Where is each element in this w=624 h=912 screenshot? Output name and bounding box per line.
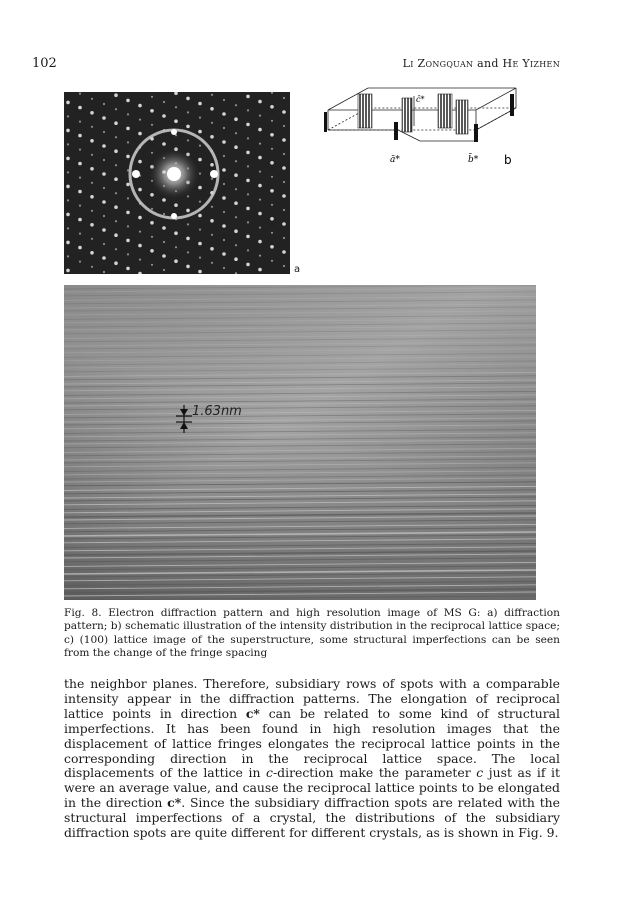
diffraction-spot [151,236,153,238]
diffraction-spot [258,156,262,160]
diffraction-spot [163,269,165,271]
diffraction-spot [283,153,285,155]
diffraction-spot [235,132,237,134]
diffraction-spot [199,257,201,259]
diffraction-spot [282,250,286,254]
diffraction-spot [127,197,129,199]
diffraction-spot [246,179,250,183]
diffraction-spot [234,257,238,261]
author2-last-initial: Y [522,57,530,70]
diffraction-spot [90,167,94,171]
diffraction-spot [270,133,274,137]
diffraction-spot [126,155,130,159]
diffraction-spot [283,209,285,211]
diffraction-spot [186,209,190,213]
diffraction-spot [198,158,202,162]
diffraction-spot [234,173,238,177]
diffraction-spot [90,111,94,115]
body-text-4: just as if it were an average value, and cause the reciprocal lattice points to be elongated in the direction [64,765,560,811]
diffraction-spot [174,119,178,123]
body-text-1: the neighbor planes. Therefore, subsidiary rows of spots with a comparable intensity appear in the diffraction patterns. The elongation of reciprocal lattice points in direction [64,676,560,721]
diffraction-spot [210,107,214,111]
panel-a-label: a [294,264,301,275]
diffraction-spot [127,141,129,143]
diffraction-spot [66,269,70,273]
diffraction-spot [115,220,117,222]
diffraction-spot [127,225,129,227]
diffraction-spot [79,233,81,235]
diffraction-spot [247,193,249,195]
diffraction-spot [66,213,70,217]
diffraction-spot [234,117,238,121]
diffraction-spot [115,164,117,166]
diffraction-spot [223,267,225,269]
diffraction-spot [78,218,82,222]
diffraction-spot [114,93,118,97]
diffraction-spot [66,129,70,133]
diffraction-spot [199,117,201,119]
scale-bar-label: 1.63nm [192,404,242,419]
diffraction-spot [127,253,129,255]
diffraction-spot [283,125,285,127]
diffraction-pattern-svg [64,92,290,274]
diffraction-spot [126,239,130,243]
diffraction-spot [127,113,129,115]
diffraction-spot [114,177,118,181]
ring-spot-top [171,129,177,135]
diffraction-spot [126,211,130,215]
diffraction-spot [174,259,178,263]
diffraction-spot [174,203,178,207]
diffraction-spot [187,139,189,141]
diffraction-spot [91,238,93,240]
diffraction-spot [138,132,142,136]
diffraction-spot [271,120,273,122]
diffraction-spot [211,262,213,264]
diffraction-spot [259,227,261,229]
diffraction-spot [186,97,190,101]
diffraction-spot [258,240,262,244]
page-number: 102 [32,56,57,71]
diffraction-spot [103,159,105,161]
diffraction-spot [246,207,250,211]
diffraction-spot [114,149,118,153]
diffraction-spot [271,148,273,150]
diffraction-spot [115,248,117,250]
diffraction-spot [67,199,69,201]
diffraction-spot [151,208,153,210]
lattice-image-svg [64,285,536,600]
diffraction-spot [66,241,70,245]
diffraction-spot [67,115,69,117]
diffraction-spot [126,267,130,271]
running-head [403,57,560,70]
diffraction-spot [102,228,106,232]
diffraction-spot [139,259,141,261]
diffraction-spot [259,115,261,117]
diffraction-spot [199,145,201,147]
diffraction-spot [162,226,166,230]
diffraction-spot [247,109,249,111]
central-beam [167,167,181,181]
diffraction-spot [222,224,226,228]
and-word: and [477,57,499,70]
diffraction-spot [282,110,286,114]
box-mid-face [328,108,516,130]
author1-last-initial: Z [417,57,426,70]
diffraction-spot [114,233,118,237]
diffraction-spot [222,140,226,144]
diffraction-spot [138,244,142,248]
diffraction-spot [198,130,202,134]
diffraction-spot [126,127,130,131]
author2-last-rest: izhen [529,57,560,70]
diffraction-spot [259,143,261,145]
diffraction-spot [79,177,81,179]
diffraction-spot [235,160,237,162]
diffraction-spot [103,131,105,133]
diffraction-spot [67,143,69,145]
lattice-image [64,285,536,600]
diffraction-spot [150,249,154,253]
diffraction-spot [223,239,225,241]
diffraction-spot [270,161,274,165]
author1-last-rest: ongquan [425,57,474,70]
diffraction-spot [247,249,249,251]
c-italic-2: c [476,765,484,781]
diffraction-spot [234,201,238,205]
diffraction-spot [115,192,117,194]
diffraction-spot [222,168,226,172]
author1-initial: L [402,57,411,70]
diffraction-pattern-image [64,92,290,274]
c-star-1: c* [245,705,260,721]
diffraction-spot [115,136,117,138]
diffraction-spot [90,139,94,143]
diffraction-spot [79,205,81,207]
diffraction-spot [282,194,286,198]
diffraction-spot [247,165,249,167]
diffraction-spot [271,260,273,262]
b-star-label: b̄* [468,155,479,165]
diffraction-spot [163,241,165,243]
diffraction-spot [103,103,105,105]
diffraction-spot [78,190,82,194]
diffraction-spot [222,252,226,256]
diffraction-spot [175,246,177,248]
diffraction-spot [162,114,166,118]
diffraction-spot [258,184,262,188]
diffraction-spot [211,178,213,180]
diffraction-spot [246,235,250,239]
diffraction-spot [103,271,105,273]
diffraction-spot [175,106,177,108]
diffraction-spot [151,124,153,126]
diffraction-spot [259,171,261,173]
diffraction-spot [79,149,81,151]
diffraction-spot [282,166,286,170]
panel-b-label: b [504,153,512,167]
diffraction-spot [210,163,214,167]
diffraction-spot [103,243,105,245]
diffraction-spot [246,123,250,127]
diffraction-spot [91,126,93,128]
diffraction-spot [235,216,237,218]
diffraction-spot [78,106,82,110]
diffraction-spot [223,155,225,157]
diffraction-spot [258,268,262,272]
ring-spot-right [210,170,218,178]
diffraction-spot [282,222,286,226]
diffraction-spot [186,265,190,269]
diffraction-spot [150,193,154,197]
diffraction-spot [211,206,213,208]
diffraction-spot [283,265,285,267]
diffraction-spot [163,101,165,103]
diffraction-spot [102,256,106,260]
diffraction-spot [174,231,178,235]
diffraction-spot [115,108,117,110]
diffraction-spot [138,160,142,164]
diffraction-spot [67,255,69,257]
reciprocal-lattice-schematic [320,86,550,186]
diffraction-spot [234,145,238,149]
author2-initial: H [502,57,513,70]
diffraction-spot [102,172,106,176]
diffraction-spot [258,100,262,104]
diffraction-spot [90,195,94,199]
diffraction-spot [222,112,226,116]
diffraction-spot [211,234,213,236]
diffraction-spot [187,223,189,225]
a-star-label: ā* [390,155,400,165]
diffraction-spot [210,219,214,223]
diffraction-spot [79,261,81,263]
diffraction-spot [223,127,225,129]
diffraction-spot [247,221,249,223]
diffraction-spot [270,189,274,193]
diffraction-spot [102,200,106,204]
diffraction-spot [283,181,285,183]
diffraction-spot [186,125,190,129]
diffraction-spot [198,186,202,190]
diffraction-spot [150,221,154,225]
c-italic-1: c [266,765,273,781]
diffraction-spot [114,261,118,265]
body-paragraph [64,677,560,841]
diffraction-spot [271,232,273,234]
diffraction-spot [162,198,166,202]
diffraction-spot [210,247,214,251]
diffraction-spot [223,99,225,101]
diffraction-spot [246,263,250,267]
diffraction-spot [139,231,141,233]
diffraction-spot [283,237,285,239]
diffraction-spot [91,154,93,156]
c-star-label: c̄* [416,95,425,104]
diffraction-spot [114,121,118,125]
diffraction-spot [198,242,202,246]
diffraction-spot [271,176,273,178]
diffraction-spot [162,254,166,258]
diffraction-spot [258,128,262,132]
diffraction-spot [79,93,81,95]
diffraction-spot [162,142,166,146]
diffraction-spot [90,223,94,227]
diffraction-spot [283,97,285,99]
diffraction-spot [102,116,106,120]
diffraction-spot [103,215,105,217]
diffraction-spot [138,216,142,220]
diffraction-spot [258,212,262,216]
diffraction-spot [199,229,201,231]
diffraction-spot [66,101,70,105]
diffraction-spot [186,237,190,241]
diffraction-spot [103,187,105,189]
diffraction-spot [222,196,226,200]
body-text-3: -direction make the parameter [272,765,477,781]
diffraction-spot [259,199,261,201]
diffraction-spot [246,151,250,155]
diffraction-spot [91,182,93,184]
diffraction-spot [151,96,153,98]
diffraction-spot [246,95,250,99]
diffraction-spot [210,135,214,139]
diffraction-spot [198,102,202,106]
diffraction-spot [126,183,130,187]
diffraction-spot [114,205,118,209]
diffraction-spot [270,105,274,109]
schematic-svg [320,86,550,186]
diffraction-spot [67,171,69,173]
diffraction-spot [91,210,93,212]
diffraction-spot [187,111,189,113]
ring-spot-bottom [171,213,177,219]
diffraction-spot [235,104,237,106]
diffraction-spot [282,138,286,142]
diffraction-spot [198,214,202,218]
diffraction-spot [211,94,213,96]
diffraction-spot [67,227,69,229]
diffraction-spot [235,188,237,190]
diffraction-spot [91,98,93,100]
diffraction-spot [223,183,225,185]
c-star-2: c* [167,795,182,811]
diffraction-spot [66,185,70,189]
diffraction-spot [90,251,94,255]
diffraction-spot [151,264,153,266]
diffraction-spot [102,144,106,148]
diffraction-spot [235,244,237,246]
diffraction-spot [139,119,141,121]
body-text-5: . Since the subsidiary diffraction spots are related with the structural imperfections of a crystal, the distributions of the subsidiary diffraction spots are quite different for different crystals, as is shown in Fig. 9. [64,795,560,841]
author1-rest: i [410,57,414,70]
diffraction-spot [138,188,142,192]
diffraction-spot [199,201,201,203]
diffraction-spot [78,162,82,166]
diffraction-spot [187,251,189,253]
diffraction-spot [163,213,165,215]
body-text-2: can be related to some kind of structural imperfections. It has been found in high resolution images that the displacement of lattice fringes elongates the reciprocal lattice points in the corresponding direction in the reciprocal lattice space. The local displacements of the lattice in [64,705,560,781]
diffraction-spot [91,266,93,268]
diffraction-spot [211,122,213,124]
diffraction-spot [78,246,82,250]
diffraction-spot [138,104,142,108]
diffraction-spot [151,152,153,154]
figure-caption: Fig. 8. Electron diffraction pattern and high resolution image of MS G: a) diffraction pattern; b) schematic illustration of the intensity distribution in the reciprocal lattice space; c) (100) lattice image of the superstructure, some structural imperfections can be seen from the change of the fringe spacing [64,607,560,660]
ring-spot-left [132,170,140,178]
diffraction-spot [247,137,249,139]
author2-rest: e [512,57,519,70]
diffraction-spot [271,204,273,206]
diffraction-spot [150,109,154,113]
diffraction-spot [270,245,274,249]
diffraction-spot [126,99,130,103]
diffraction-spot [270,217,274,221]
diffraction-spot [79,121,81,123]
diffraction-spot [234,229,238,233]
diffraction-spot [78,134,82,138]
diffraction-spot [66,157,70,161]
diffraction-spot [198,270,202,274]
diffraction-spot [223,211,225,213]
diffraction-spot [259,255,261,257]
